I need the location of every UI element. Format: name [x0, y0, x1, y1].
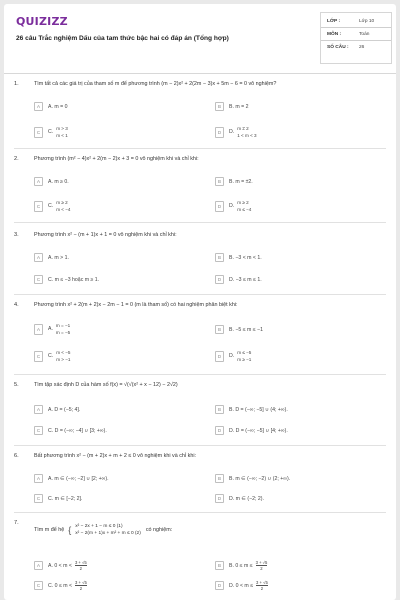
system-line: m ≤ −4	[237, 207, 252, 212]
option-fraction	[256, 560, 268, 571]
option-a[interactable]	[34, 560, 87, 571]
option-letter-box: A	[34, 253, 43, 262]
option-c[interactable]	[34, 425, 107, 436]
option-b[interactable]	[215, 404, 288, 415]
question-number: 5.	[14, 382, 19, 388]
brace-glyph: {	[68, 525, 72, 535]
option-d[interactable]	[215, 274, 262, 285]
option-fraction	[75, 580, 87, 591]
option-text: B. −3 < m < 1.	[229, 254, 262, 261]
system-line: x² − 2x + 1 − m ≤ 0 (1)	[75, 524, 123, 529]
question-prefix: Tìm m để hệ	[34, 527, 65, 533]
question-number: 1.	[14, 81, 19, 87]
fraction-numerator: 3 + √5	[256, 580, 268, 585]
option-text: B. 0 ≤ m ≤	[229, 562, 253, 569]
meta-value: Toán	[359, 31, 370, 37]
option-text: C. D = (−∞; −4] ∪ [3; +∞).	[48, 427, 107, 434]
option-b[interactable]	[215, 324, 263, 335]
option-text: D. 0 < m ≤	[229, 582, 254, 589]
meta-row-count	[321, 41, 391, 54]
question-number: 6.	[14, 453, 19, 459]
option-text: A. m ≥ 0.	[48, 178, 69, 185]
option-a[interactable]	[34, 176, 69, 187]
option-letter-box: B	[215, 561, 224, 570]
option-d[interactable]	[215, 425, 288, 436]
option-letter-box: D	[215, 581, 224, 590]
option-c[interactable]	[34, 580, 87, 591]
option-prefix: C.	[48, 353, 54, 359]
option-prefix: C.	[48, 203, 54, 209]
meta-row-grade	[321, 15, 391, 28]
question-separator	[14, 445, 386, 446]
fraction-numerator: 3 + √5	[255, 560, 268, 565]
header-divider	[4, 73, 396, 74]
question-text: Tìm tập xác định D của hàm số f(x) = √(√(x² + x − 12) − 2√2)	[34, 382, 178, 388]
option-a[interactable]	[34, 320, 70, 338]
option-fraction	[75, 560, 87, 571]
option-text: B. m = 2	[229, 103, 249, 110]
option-prefix: C.	[48, 129, 54, 135]
option-d[interactable]	[215, 580, 268, 591]
option-system	[56, 125, 68, 139]
meta-box	[320, 12, 392, 64]
quizizz-logo[interactable]: QUIZIZZ	[16, 15, 68, 28]
option-c[interactable]	[34, 347, 71, 365]
option-a[interactable]	[34, 473, 109, 484]
question-separator	[14, 374, 386, 375]
question-number: 3.	[14, 232, 19, 238]
question-text: Phương trình x² − (m + 1)x + 1 = 0 vô nghiệm khi và chỉ khi:	[34, 232, 177, 238]
option-letter-box: D	[215, 351, 224, 362]
option-text: D. D = (−∞; −5] ∪ [4; +∞).	[229, 427, 288, 434]
option-letter-box: D	[215, 201, 224, 212]
question-separator	[14, 148, 386, 149]
fraction-numerator: 3 + √5	[75, 580, 87, 585]
question-separator	[14, 512, 386, 513]
option-b[interactable]	[215, 176, 253, 187]
option-letter-box: D	[215, 426, 224, 435]
question-text: Tìm tất cả các giá trị của tham số m để phương trình (m − 2)x² + 2(2m − 3)x + 5m − 6 = 0 vô nghiệm?	[34, 81, 277, 87]
system-line: m ≥ −1	[237, 357, 252, 362]
option-letter-box: B	[215, 405, 224, 414]
option-text: B. D = (−∞; −5] ∪ (4; +∞).	[229, 406, 288, 413]
system-line: m ≤ −5	[237, 350, 252, 355]
option-text: D. m ∈ (−2; 2).	[229, 495, 264, 502]
system-line: x² − 2(m + 1)x + m² + m ≤ 0 (2)	[75, 531, 141, 536]
option-text: B. −5 ≤ m ≤ −1	[229, 326, 263, 333]
option-b[interactable]	[215, 560, 267, 571]
option-text: A. m = 0	[48, 103, 68, 110]
question-text	[34, 523, 172, 537]
page-title: 26 câu Trắc nghiệm Dấu của tam thức bậc hai có đáp án (Tổng hợp)	[16, 35, 229, 42]
option-system	[237, 199, 251, 213]
question-number: 7.	[14, 520, 19, 526]
option-letter-box: C	[34, 201, 43, 212]
option-letter-box: B	[215, 102, 224, 111]
meta-label: LỚP :	[327, 18, 341, 24]
fraction-numerator: 3 + √5	[74, 560, 87, 565]
option-b[interactable]	[215, 101, 248, 112]
option-a[interactable]	[34, 101, 67, 112]
system-line: m ≥ 2	[56, 200, 68, 205]
option-system	[56, 349, 70, 363]
option-system	[56, 199, 70, 213]
option-text: A. m ∈ (−∞; −2] ∪ [2; +∞).	[48, 475, 109, 482]
option-c[interactable]	[34, 493, 82, 504]
option-letter-box: C	[34, 275, 43, 284]
option-d[interactable]	[215, 123, 257, 141]
option-letter-box: A	[34, 324, 43, 335]
option-d[interactable]	[215, 347, 251, 365]
question-system	[75, 523, 141, 537]
fraction-denominator: 2	[79, 566, 82, 571]
question-number: 2.	[14, 156, 19, 162]
option-letter-box: C	[34, 581, 43, 590]
option-text: D. −3 ≤ m ≤ 1.	[229, 276, 262, 283]
system-line: m < −4	[56, 207, 71, 212]
option-text: C. m ≤ −3 hoặc m ≥ 1.	[48, 276, 100, 283]
meta-value: Lớp 10	[359, 18, 375, 24]
worksheet-page	[4, 4, 396, 600]
option-b[interactable]	[215, 473, 290, 484]
option-letter-box: C	[34, 127, 43, 138]
option-system	[237, 349, 251, 363]
option-text: A. D = (−5; 4].	[48, 406, 81, 413]
option-prefix: D.	[229, 129, 235, 135]
option-c[interactable]	[34, 274, 99, 285]
meta-value: 26	[359, 45, 365, 50]
fraction-denominator: 2	[260, 586, 264, 591]
system-line: m = −5	[55, 330, 71, 335]
option-letter-box: A	[34, 177, 43, 186]
option-d[interactable]	[215, 493, 264, 504]
meta-row-subject	[321, 28, 391, 41]
question-text: Bất phương trình x² − (m + 2)x + m + 2 ≤ 0 vô nghiệm khi và chỉ khi:	[34, 453, 197, 459]
option-d[interactable]	[215, 197, 251, 215]
option-system	[56, 322, 70, 336]
option-letter-box: A	[34, 474, 43, 483]
option-text: B. m ∈ (−∞; −2) ∪ (2; +∞).	[229, 475, 291, 482]
question-separator	[14, 294, 386, 295]
question-number: 4.	[14, 302, 19, 308]
meta-label: MÔN :	[327, 31, 342, 37]
option-text: B. m = ±2.	[229, 178, 253, 185]
option-text: A. m > 1.	[48, 254, 69, 261]
fraction-denominator: 2	[260, 566, 263, 571]
option-letter-box: A	[34, 405, 43, 414]
option-letter-box: C	[34, 351, 43, 362]
meta-label: SỐ CÂU :	[327, 45, 349, 50]
option-letter-box: B	[215, 325, 224, 334]
worksheet-header	[4, 4, 396, 66]
option-a[interactable]	[34, 252, 69, 263]
option-c[interactable]	[34, 197, 71, 215]
option-letter-box: B	[215, 474, 224, 483]
option-letter-box: D	[215, 494, 224, 503]
option-prefix: D.	[229, 353, 235, 359]
option-fraction	[256, 580, 268, 591]
option-letter-box: C	[34, 494, 43, 503]
option-text: A. 0 < m <	[48, 562, 72, 569]
option-text: C. 0 ≤ m <	[48, 582, 73, 589]
fraction-denominator: 2	[79, 586, 83, 591]
question-separator	[14, 222, 386, 223]
system-line: m ≥ 2	[237, 200, 249, 205]
system-line: m < −5	[56, 350, 71, 355]
option-letter-box: A	[34, 561, 43, 570]
option-letter-box: C	[34, 426, 43, 435]
system-line: m ≠ 2	[237, 126, 249, 131]
question-suffix: có nghiệm:	[145, 527, 173, 533]
system-line: m > 3	[56, 126, 68, 131]
option-prefix: A.	[48, 326, 53, 332]
question-text: Phương trình x² + 2(m + 2)x − 2m − 1 = 0 (m là tham số) có hai nghiệm phân biệt khi:	[34, 302, 238, 308]
option-letter-box: D	[215, 127, 224, 138]
option-c[interactable]	[34, 123, 68, 141]
option-letter-box: B	[215, 177, 224, 186]
option-letter-box: A	[34, 102, 43, 111]
system-line: m < 1	[56, 133, 68, 138]
option-a[interactable]	[34, 404, 80, 415]
option-text: C. m ∈ [−2; 2].	[48, 495, 83, 502]
system-line: m > −1	[56, 357, 71, 362]
option-prefix: D.	[229, 203, 235, 209]
system-line: 1 < m < 3	[237, 133, 257, 138]
option-b[interactable]	[215, 252, 262, 263]
option-system	[237, 125, 256, 139]
system-line: m = −1	[55, 323, 71, 328]
question-text: Phương trình (m² − 4)x² + 2(m − 2)x + 3 = 0 vô nghiệm khi và chỉ khi:	[34, 156, 199, 162]
option-letter-box: B	[215, 253, 224, 262]
option-letter-box: D	[215, 275, 224, 284]
